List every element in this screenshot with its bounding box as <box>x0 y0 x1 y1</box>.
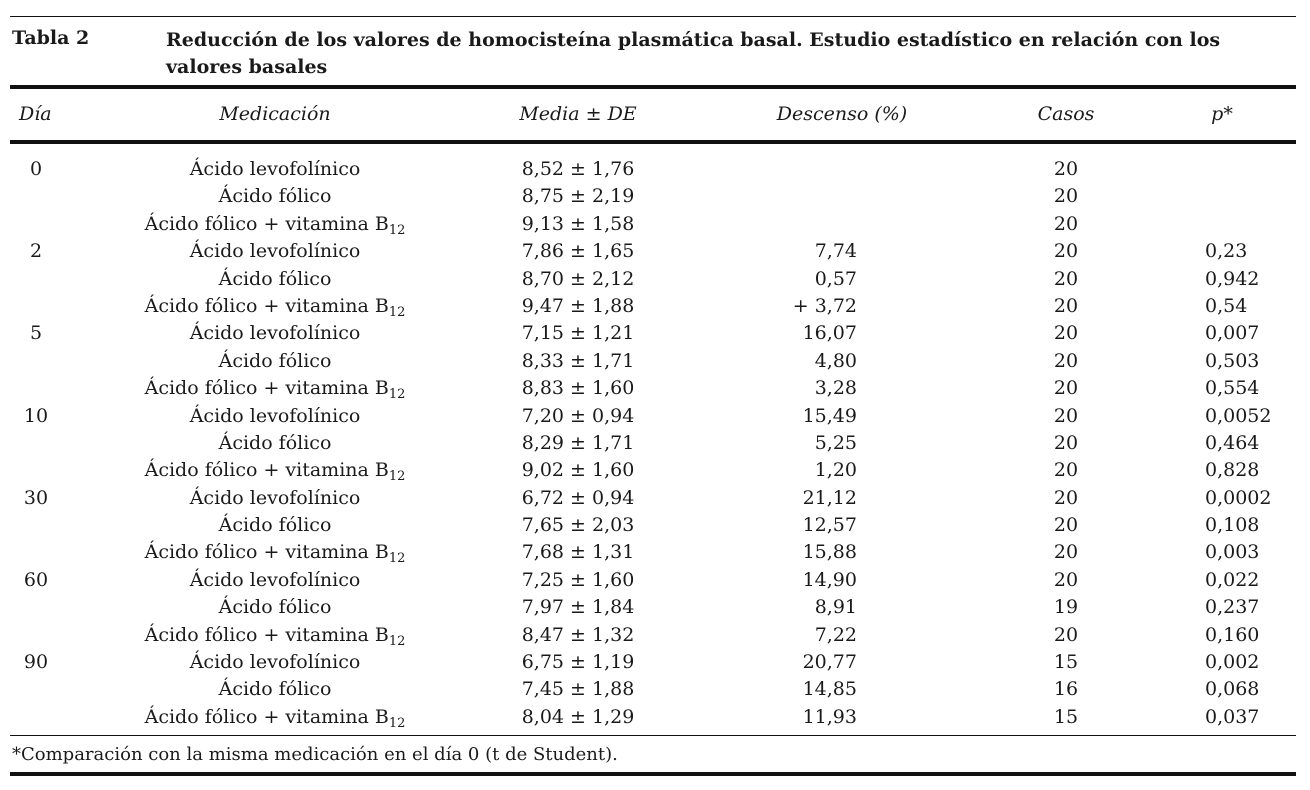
cell-p: 0,54 <box>1205 294 1248 317</box>
medication-name: Ácido fólico <box>218 349 332 372</box>
cell-media-de: 7,25 ± 1,60 <box>521 568 635 591</box>
cell-casos: 20 <box>1053 541 1079 564</box>
cell-medicacion <box>145 457 406 484</box>
cell-media-de: 7,15 ± 1,21 <box>521 322 635 345</box>
cell-casos: 20 <box>1053 377 1079 400</box>
medication-name: Ácido fólico + vitamina B <box>144 377 389 400</box>
cell-media-de: 9,13 ± 1,58 <box>521 212 635 235</box>
footnote-rule <box>10 735 1296 736</box>
cell-medicacion <box>145 375 406 402</box>
table-row <box>0 594 1310 621</box>
b12-subscript: 12 <box>388 304 406 320</box>
cell-descenso: 4,80 <box>814 349 857 372</box>
cell-medicacion <box>190 320 361 347</box>
cell-media-de: 8,33 ± 1,71 <box>521 349 635 372</box>
medication-name: Ácido fólico + vitamina B <box>144 623 389 646</box>
cell-casos: 20 <box>1053 568 1079 591</box>
cell-medicacion <box>190 156 361 183</box>
cell-media-de: 8,75 ± 2,19 <box>521 185 635 208</box>
cell-p: 0,068 <box>1205 678 1260 701</box>
cell-p: 0,022 <box>1205 568 1260 591</box>
table-row <box>0 211 1310 238</box>
cell-p: 0,503 <box>1205 349 1260 372</box>
cell-medicacion <box>219 348 332 375</box>
cell-media-de: 7,45 ± 1,88 <box>521 678 635 701</box>
medication-name: Ácido levofolínico <box>189 404 361 427</box>
cell-p: 0,554 <box>1205 377 1260 400</box>
cell-casos: 20 <box>1053 431 1079 454</box>
top-rule <box>10 16 1296 17</box>
cell-descenso: 8,91 <box>814 596 857 619</box>
cell-p: 0,0002 <box>1205 486 1272 509</box>
title-rule <box>10 85 1296 89</box>
cell-dia: 30 <box>23 486 49 509</box>
b12-subscript: 12 <box>388 222 406 238</box>
cell-media-de: 8,70 ± 2,12 <box>521 267 635 290</box>
cell-descenso: 5,25 <box>814 431 857 454</box>
cell-casos: 20 <box>1053 212 1079 235</box>
cell-p: 0,828 <box>1205 459 1260 482</box>
cell-medicacion <box>190 567 361 594</box>
cell-medicacion <box>145 704 406 731</box>
bottom-rule <box>10 772 1296 776</box>
cell-casos: 20 <box>1053 322 1079 345</box>
cell-media-de: 7,20 ± 0,94 <box>521 404 635 427</box>
header-casos: Casos <box>1037 103 1095 125</box>
header-descenso: Descenso (%) <box>776 103 908 125</box>
table-row <box>0 567 1310 594</box>
table-row <box>0 266 1310 293</box>
medication-name: Ácido fólico + vitamina B <box>144 459 389 482</box>
cell-dia: 10 <box>23 404 49 427</box>
medication-name: Ácido fólico <box>218 514 332 537</box>
table-row <box>0 348 1310 375</box>
cell-p: 0,160 <box>1205 623 1260 646</box>
cell-medicacion <box>219 512 332 539</box>
cell-medicacion <box>219 183 332 210</box>
medication-name: Ácido levofolínico <box>189 651 361 674</box>
table-row <box>0 320 1310 347</box>
medication-name: Ácido fólico <box>218 596 332 619</box>
cell-media-de: 7,68 ± 1,31 <box>521 541 635 564</box>
medication-name: Ácido levofolínico <box>189 240 361 263</box>
cell-casos: 20 <box>1053 486 1079 509</box>
cell-descenso: 15,49 <box>802 404 857 427</box>
cell-casos: 20 <box>1053 349 1079 372</box>
cell-media-de: 8,52 ± 1,76 <box>521 158 635 180</box>
cell-p: 0,0052 <box>1205 404 1272 427</box>
cell-descenso: 0,57 <box>814 267 857 290</box>
cell-descenso: 20,77 <box>802 651 857 674</box>
cell-casos: 20 <box>1053 185 1079 208</box>
cell-descenso: 7,22 <box>814 623 857 646</box>
header-media-de: Media ± DE <box>519 103 637 125</box>
cell-medicacion <box>190 485 361 512</box>
cell-descenso: 11,93 <box>802 705 857 728</box>
cell-media-de: 9,02 ± 1,60 <box>521 459 635 482</box>
table-row <box>0 539 1310 566</box>
cell-descenso: 15,88 <box>802 541 857 564</box>
cell-dia: 90 <box>23 651 49 674</box>
b12-subscript: 12 <box>388 387 406 403</box>
table-row <box>0 238 1310 265</box>
table-row <box>0 485 1310 512</box>
cell-media-de: 8,83 ± 1,60 <box>521 377 635 400</box>
cell-media-de: 7,86 ± 1,65 <box>521 240 635 263</box>
b12-subscript: 12 <box>388 715 406 731</box>
table-row <box>0 649 1310 676</box>
cell-media-de: 6,75 ± 1,19 <box>521 651 635 674</box>
cell-descenso: 16,07 <box>802 322 857 345</box>
table-row <box>0 622 1310 649</box>
table-row <box>0 156 1310 183</box>
medication-name: Ácido levofolínico <box>189 486 361 509</box>
cell-medicacion <box>145 211 406 238</box>
cell-media-de: 8,29 ± 1,71 <box>521 431 635 454</box>
medication-name: Ácido fólico <box>218 267 332 290</box>
cell-dia: 60 <box>23 568 49 591</box>
cell-p: 0,007 <box>1205 322 1260 345</box>
cell-media-de: 8,04 ± 1,29 <box>521 705 635 728</box>
cell-p: 0,464 <box>1205 431 1260 454</box>
cell-descenso: 1,20 <box>814 459 857 482</box>
table-row <box>0 403 1310 430</box>
cell-p: 0,237 <box>1205 596 1260 619</box>
cell-casos: 20 <box>1053 158 1079 180</box>
medication-name: Ácido fólico <box>218 678 332 701</box>
cell-medicacion <box>190 649 361 676</box>
medication-name: Ácido fólico + vitamina B <box>144 212 389 235</box>
table-row <box>0 183 1310 210</box>
header-rule <box>10 140 1296 144</box>
cell-descenso: 14,85 <box>802 678 857 701</box>
cell-casos: 20 <box>1053 404 1079 427</box>
header-dia: Día <box>19 103 52 125</box>
cell-p: 0,942 <box>1205 267 1260 290</box>
cell-casos: 20 <box>1053 294 1079 317</box>
b12-subscript: 12 <box>388 469 406 485</box>
cell-medicacion <box>219 594 332 621</box>
cell-casos: 19 <box>1053 596 1079 619</box>
cell-descenso: 3,28 <box>814 377 857 400</box>
medication-name: Ácido levofolínico <box>189 158 361 180</box>
header-p: p* <box>1211 103 1233 125</box>
cell-media-de: 7,65 ± 2,03 <box>521 514 635 537</box>
table-row <box>0 293 1310 320</box>
cell-p: 0,002 <box>1205 651 1260 674</box>
header-medicacion: Medicación <box>219 103 331 125</box>
cell-media-de: 8,47 ± 1,32 <box>521 623 635 646</box>
table-row <box>0 512 1310 539</box>
cell-medicacion <box>145 293 406 320</box>
cell-casos: 20 <box>1053 623 1079 646</box>
medication-name: Ácido fólico + vitamina B <box>144 705 389 728</box>
table-row <box>0 430 1310 457</box>
table-row <box>0 375 1310 402</box>
table-label: Tabla 2 <box>12 27 90 49</box>
cell-medicacion <box>145 539 406 566</box>
cell-descenso: 21,12 <box>802 486 857 509</box>
table-row <box>0 704 1310 731</box>
cell-descenso: 14,90 <box>802 568 857 591</box>
b12-subscript: 12 <box>388 633 406 649</box>
cell-p: 0,108 <box>1205 514 1260 537</box>
cell-descenso: 7,74 <box>814 240 857 263</box>
cell-descenso: + 3,72 <box>792 294 857 317</box>
cell-medicacion <box>190 403 361 430</box>
medication-name: Ácido levofolínico <box>189 322 361 345</box>
cell-dia: 5 <box>29 322 43 345</box>
medication-name: Ácido levofolínico <box>189 568 361 591</box>
medication-name: Ácido fólico <box>218 185 332 208</box>
cell-dia: 2 <box>29 240 43 263</box>
cell-medicacion <box>145 622 406 649</box>
table-row <box>0 676 1310 703</box>
cell-casos: 20 <box>1053 514 1079 537</box>
cell-p: 0,003 <box>1205 541 1260 564</box>
cell-media-de: 7,97 ± 1,84 <box>521 596 635 619</box>
medication-name: Ácido fólico <box>218 431 332 454</box>
cell-medicacion <box>190 238 361 265</box>
cell-p: 0,037 <box>1205 705 1260 728</box>
table-title: Reducción de los valores de homocisteína plasmática basal. Estudio estadístico en relación con los valores basales <box>166 29 1221 78</box>
cell-medicacion <box>219 430 332 457</box>
medication-name: Ácido fólico + vitamina B <box>144 294 389 317</box>
cell-casos: 16 <box>1053 678 1079 701</box>
cell-casos: 20 <box>1053 240 1079 263</box>
table-body <box>0 156 1310 731</box>
medication-name: Ácido fólico + vitamina B <box>144 541 389 564</box>
b12-subscript: 12 <box>388 551 406 567</box>
footnote: *Comparación con la misma medicación en el día 0 (t de Student). <box>12 744 618 765</box>
cell-media-de: 6,72 ± 0,94 <box>521 486 635 509</box>
cell-medicacion <box>219 266 332 293</box>
table-row <box>0 457 1310 484</box>
cell-casos: 20 <box>1053 459 1079 482</box>
cell-casos: 20 <box>1053 267 1079 290</box>
cell-casos: 15 <box>1053 705 1079 728</box>
cell-casos: 15 <box>1053 651 1079 674</box>
cell-medicacion <box>219 676 332 703</box>
cell-descenso: 12,57 <box>802 514 857 537</box>
cell-media-de: 9,47 ± 1,88 <box>521 294 635 317</box>
cell-p: 0,23 <box>1205 240 1248 263</box>
cell-dia: 0 <box>29 158 43 180</box>
